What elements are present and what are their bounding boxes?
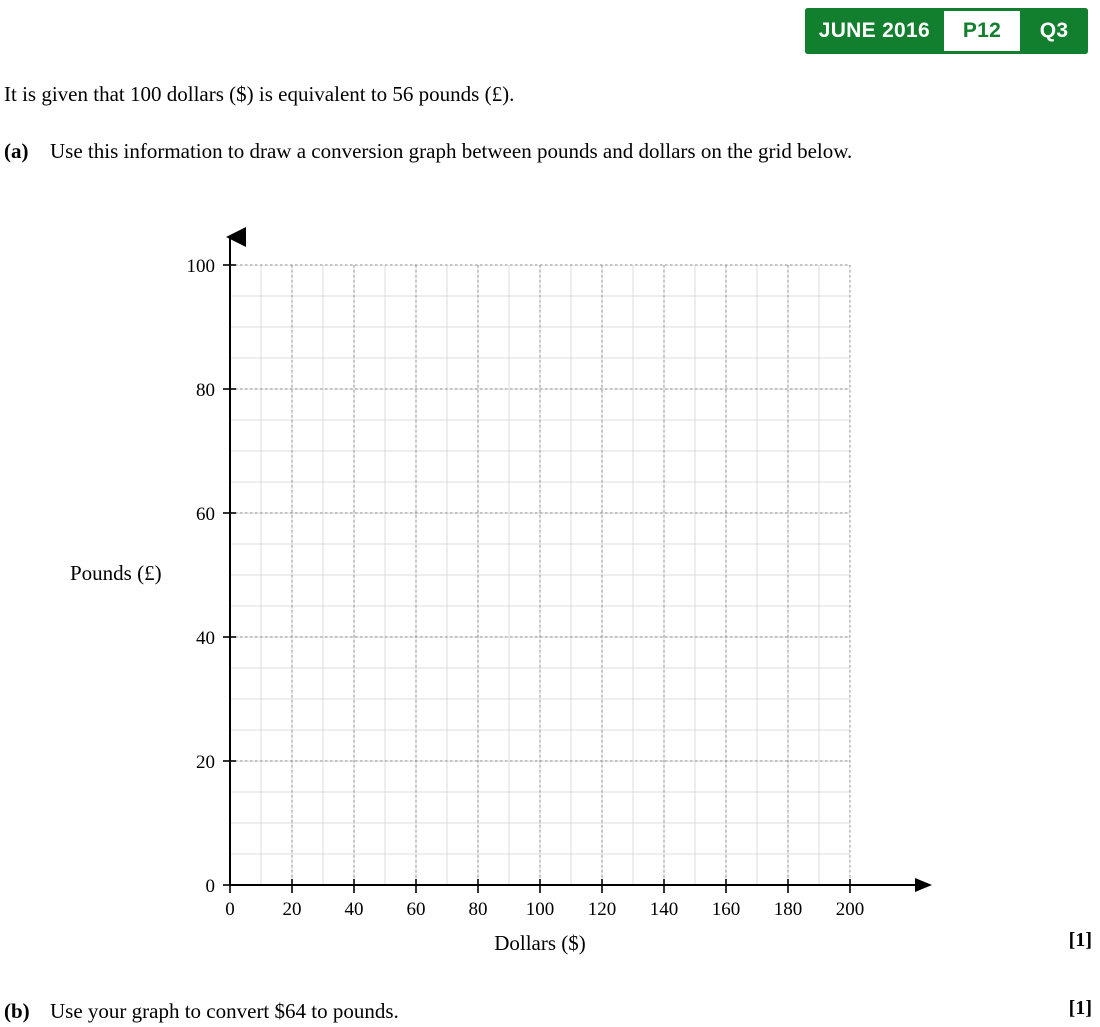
- part-a-text: Use this information to draw a conversion graph between pounds and dollars on the grid below.: [50, 139, 853, 163]
- x-tick-label: 80: [468, 899, 488, 920]
- part-b-text: Use your graph to convert $64 to pounds.: [50, 999, 399, 1023]
- part-a-label: (a): [4, 139, 29, 163]
- y-tick-label: 80: [196, 380, 215, 401]
- y-tick-labels: [187, 256, 216, 897]
- x-tick-label: 180: [773, 899, 803, 920]
- intro-statement: It is given that 100 dollars ($) is equivalent to 56 pounds (£).: [4, 82, 515, 106]
- badge-month: JUNE 2016: [805, 8, 944, 54]
- conversion-graph: [60, 215, 940, 960]
- x-tick-label: 20: [282, 899, 302, 920]
- question-part-b: [4, 997, 884, 1025]
- y-tick-label: 40: [196, 628, 215, 649]
- x-tick-label: 200: [835, 899, 865, 920]
- part-b-label: (b): [4, 999, 30, 1023]
- question-part-a: [4, 137, 884, 165]
- y-axis-title: Pounds (£): [70, 561, 162, 585]
- x-tick-label: 60: [406, 899, 426, 920]
- x-tick-label: 100: [525, 899, 555, 920]
- y-tick-label: 0: [205, 876, 215, 897]
- x-tick-label: 0: [225, 899, 235, 920]
- badge-paper: P12: [944, 11, 1020, 51]
- x-tick-label: 160: [711, 899, 741, 920]
- y-tick-label: 20: [196, 752, 215, 773]
- y-tick-label: 100: [186, 256, 215, 277]
- x-tick-label: 120: [587, 899, 617, 920]
- x-tick-label: 140: [649, 899, 679, 920]
- y-tick-label: 60: [196, 504, 215, 525]
- marks-part-b: [1]: [1068, 997, 1092, 1019]
- x-tick-labels: [225, 899, 864, 920]
- badge-question: Q3: [1020, 8, 1088, 54]
- x-axis-title: Dollars ($): [494, 931, 586, 955]
- marks-part-a: [1]: [1068, 929, 1092, 951]
- exam-badge: [805, 8, 1088, 54]
- x-tick-label: 40: [344, 899, 364, 920]
